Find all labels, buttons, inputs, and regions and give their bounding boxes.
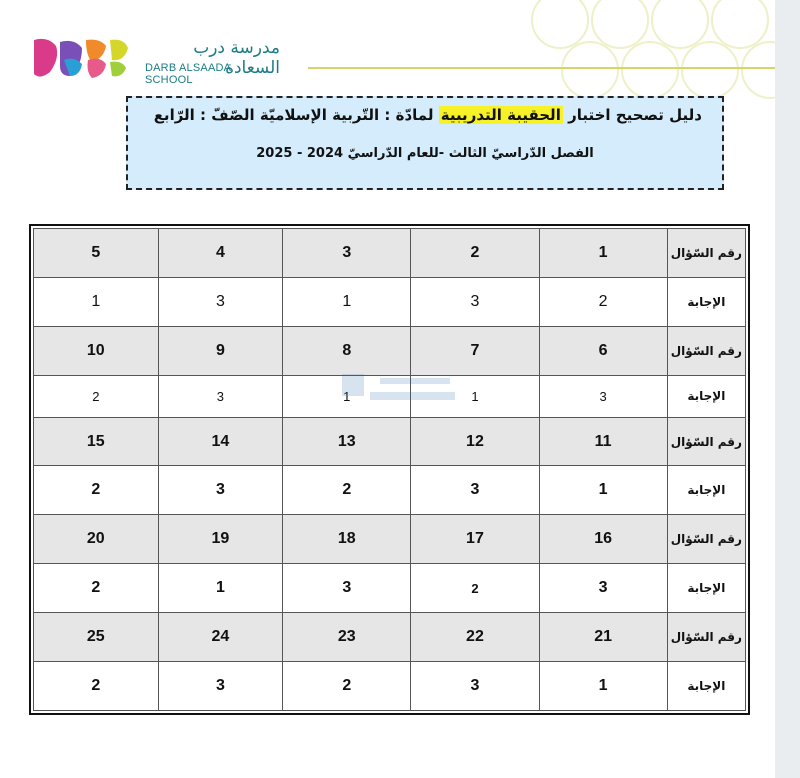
question-number: 21 <box>539 613 667 662</box>
answer-cell: 3 <box>411 662 539 711</box>
answer-cell: 2 <box>34 564 159 613</box>
question-number-row <box>34 515 746 564</box>
question-number: 10 <box>34 326 159 375</box>
question-number: 24 <box>158 613 283 662</box>
answer-row <box>34 466 746 515</box>
question-number: 15 <box>34 417 159 466</box>
question-number: 12 <box>411 417 539 466</box>
header-divider <box>308 67 775 69</box>
question-number: 22 <box>411 613 539 662</box>
answer-cell: 1 <box>158 564 283 613</box>
question-label: رقم السّؤال <box>667 229 745 278</box>
title-box <box>126 96 724 190</box>
answer-cell: 2 <box>539 277 667 326</box>
answer-cell: 1 <box>539 662 667 711</box>
answer-label: الإجابة <box>667 564 745 613</box>
answer-cell: 1 <box>34 277 159 326</box>
question-number: 19 <box>158 515 283 564</box>
question-number-row <box>34 613 746 662</box>
question-number: 3 <box>283 229 411 278</box>
answer-cell: 2 <box>34 662 159 711</box>
answer-cell: 2 <box>283 466 411 515</box>
question-number: 5 <box>34 229 159 278</box>
answer-cell: 1 <box>539 466 667 515</box>
answer-cell: 3 <box>158 466 283 515</box>
answer-cell: 1 <box>283 277 411 326</box>
school-logo <box>30 36 130 80</box>
answer-cell: 2 <box>411 564 539 613</box>
answer-row <box>34 662 746 711</box>
question-number-row <box>34 326 746 375</box>
question-label: رقم السّؤال <box>667 515 745 564</box>
question-number: 23 <box>283 613 411 662</box>
decorative-pattern <box>530 0 775 110</box>
answer-row <box>34 564 746 613</box>
answer-key-table <box>29 224 750 715</box>
question-number: 8 <box>283 326 411 375</box>
answer-label: الإجابة <box>667 375 745 417</box>
answer-cell: 3 <box>158 662 283 711</box>
question-number-row <box>34 229 746 278</box>
question-label: رقم السّؤال <box>667 613 745 662</box>
question-number: 18 <box>283 515 411 564</box>
question-number: 2 <box>411 229 539 278</box>
answer-cell: 3 <box>283 564 411 613</box>
answer-cell: 3 <box>411 277 539 326</box>
viewer-margin <box>775 0 800 778</box>
question-number: 16 <box>539 515 667 564</box>
question-label: رقم السّؤال <box>667 326 745 375</box>
answer-row <box>34 277 746 326</box>
question-number: 13 <box>283 417 411 466</box>
answer-cell: 3 <box>539 375 667 417</box>
question-number: 1 <box>539 229 667 278</box>
answer-cell: 2 <box>283 662 411 711</box>
question-number-row <box>34 417 746 466</box>
question-number: 4 <box>158 229 283 278</box>
document-title <box>138 106 702 124</box>
question-number: 25 <box>34 613 159 662</box>
question-number: 11 <box>539 417 667 466</box>
question-number: 9 <box>158 326 283 375</box>
answer-cell: 1 <box>411 375 539 417</box>
school-name-arabic: مدرسة درب السعادة <box>193 38 280 78</box>
title-suffix: لمادّة : التّربية الإسلاميّة الصّفّ : الرّابع <box>153 106 434 124</box>
school-name-english: DARB ALSAADA SCHOOL <box>145 62 231 86</box>
answer-cell: 2 <box>34 466 159 515</box>
document-subtitle: الفصل الدّراسيّ الثالث -للعام الدّراسيّ 2024 - 2025 <box>256 146 594 161</box>
answer-cell: 3 <box>411 466 539 515</box>
answer-row <box>34 375 746 417</box>
answer-cell: 3 <box>158 277 283 326</box>
title-prefix: دليل تصحيح اختبار <box>568 106 702 124</box>
answer-label: الإجابة <box>667 277 745 326</box>
answer-cell: 3 <box>539 564 667 613</box>
question-number: 14 <box>158 417 283 466</box>
question-number: 20 <box>34 515 159 564</box>
answer-label: الإجابة <box>667 466 745 515</box>
answer-cell: 2 <box>34 375 159 417</box>
answer-label: الإجابة <box>667 662 745 711</box>
question-number: 7 <box>411 326 539 375</box>
question-number: 17 <box>411 515 539 564</box>
title-highlighted: الحقيبة التدريبية <box>440 106 561 124</box>
answer-cell: 1 <box>283 375 411 417</box>
answer-cell: 3 <box>158 375 283 417</box>
question-label: رقم السّؤال <box>667 417 745 466</box>
question-number: 6 <box>539 326 667 375</box>
